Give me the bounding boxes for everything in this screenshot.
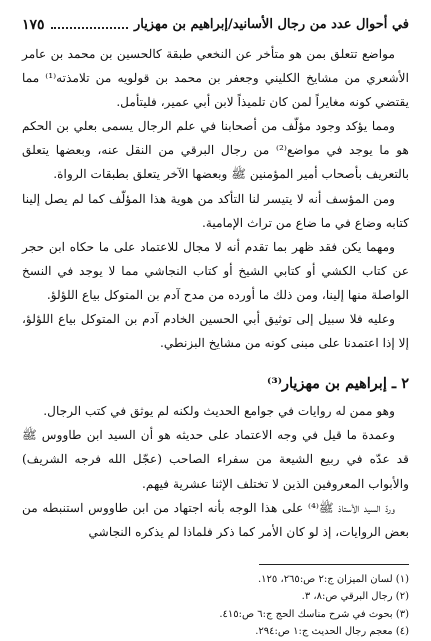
paragraph: مواضع تتعلق بمن هو متأخر عن النخعي طبقة كالحسين بن محمد بن عامر الأشعري من مشايخ الكليني وجعفر بن محمد بن قولويه من تلامذته⁽¹⁾ مما يقتضي كونه مغايراً لمن كان تلميذاً لابن أبي عمير، فليتأمل. — [22, 47, 409, 110]
paragraph: ومن المؤسف أنه لا يتيسر لنا التأكد من هوية هذا المؤلّف كما لم يصل إلينا كتابه وضاع في ما ضاع من تراث الإمامية. — [22, 191, 409, 230]
footnote: (١) لسان الميزان ج:٢ ص:٢٦٥، ١٢٥. — [257, 573, 409, 585]
paragraph: ومهما يكن فقد ظهر بما تقدم أنه لا مجال للاعتماد على ما حكاه ابن حجر عن كتاب الكشي أو كتابي الشيخ أو كتاب النجاشي مما لا يوجد في النسخ الواصلة منها إلينا، ومن ذلك ما أورده من مدح آدم بن المتوكل بياع اللؤلؤ. — [22, 239, 409, 302]
footnote: (٣) بحوث في شرح مناسك الحج ج:٦ ص:٤١٥. — [219, 608, 409, 620]
body-text — [22, 42, 409, 544]
footnote-separator — [259, 564, 409, 565]
paragraph: وهو ممن له روايات في جوامع الحديث ولكنه لم يوثق في كتب الرجال. — [43, 404, 395, 419]
footnote: (٢) رجال البرقي ص:٨، ٣. — [301, 591, 409, 603]
paragraph: وردّ السيد الأستاذ ﷺ⁽⁴⁾ على هذا الوجه بأنه اجتهاد من ابن طاووس استنبطه من بعض الروايات، إذ لو كان الأمر كما ذكر فلماذا لم يذكره النجاشي — [22, 500, 409, 539]
running-title: في أحوال عدد من رجال الأسانيد/إبراهيم بن مهزيار — [133, 17, 409, 32]
paragraph: وعليه فلا سبيل إلى توثيق أبي الحسين الخادم آدم بن المتوكل بياع اللؤلؤ، إلا إذا اعتمدنا على مبنى كونه من مشايخ البزنطي. — [22, 312, 409, 351]
section-heading: ٢ ـ إبراهيم بن مهزيار⁽³⁾ — [267, 375, 409, 393]
paragraph: وعمدة ما قيل في وجه الاعتماد على حديثه هو أن السيد ابن طاووس ﷺ قد عدّه في ربيع الشيعة من سفراء الصاحب (عجّل الله فرجه الشريف) والأبواب المعروفين الذين لا تختلف الإثنا عشرية فيهم. — [22, 428, 409, 491]
page-number: ١٧٥ — [22, 17, 45, 33]
header-dot-leader — [51, 27, 128, 29]
footnote: (٤) معجم رجال الحديث ج:١ ص:٢٩٤. — [255, 626, 409, 638]
paragraph: ومما يؤكد وجود مؤلّف من أصحابنا في علم الرجال يسمى بعلي بن الحكم هو ما يوجد في مواضع⁽²⁾ من رجال البرقي من النقل عنه، وبعضها يتعلق بالتعريف بأصحاب أمير المؤمنين ﷺ وبعضها الآخر يتعلق بطبقات الرواة. — [22, 119, 409, 182]
footnotes — [22, 571, 409, 641]
page-header — [22, 14, 409, 34]
